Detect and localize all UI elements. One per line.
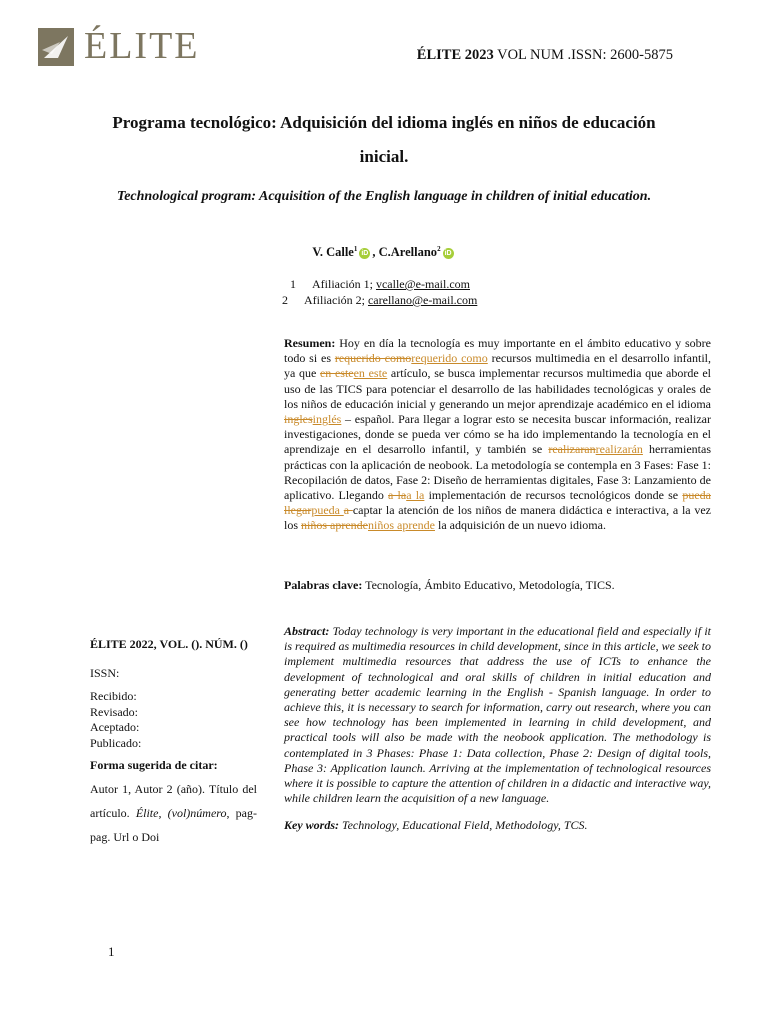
published-label: Publicado: — [90, 735, 142, 750]
inserted-text: a la — [406, 488, 425, 503]
revised-label: Revisado: — [90, 704, 138, 719]
author-1: V. Calle — [312, 245, 354, 260]
received-label: Recibido: — [90, 689, 137, 703]
resumen-text: captar la atención de los niños de manera didáctica e interactiva, a la vez los — [284, 503, 712, 533]
journal-year: ÉLITE 2023 — [416, 47, 494, 63]
logo-text: ÉLITE — [84, 25, 200, 67]
deleted-text: a — [343, 503, 353, 518]
author-1-sup: 1 — [353, 245, 358, 253]
deleted-text: realizaran — [548, 442, 596, 457]
palabras-clave-text: Tecnología, Ámbito Educativo, Metodología, TICS. — [362, 578, 615, 592]
resumen-paragraph — [284, 336, 711, 534]
resumen-label: Resumen: — [284, 336, 336, 350]
sidebar-heading: ÉLITE 2022, VOL. (). NÚM. () — [90, 637, 248, 651]
resumen-text: – español. Para llegar a lograr esto se necesita buscar información, realizar investigaciones, donde se pueda ver cómo se ha ido implementando la tecnología en el aprendizaje en el desarrollo infantil, y también se — [284, 412, 711, 457]
key-words — [284, 818, 711, 833]
paper-title-en: Technological program: Acquisition of the English language in children of initial education. — [116, 189, 652, 204]
journal-issn: VOL NUM .ISSN: 2600-5875 — [493, 47, 673, 63]
resumen-text: artículo, se busca implementar recursos multimedia que aborde el uso de las TICS para potenciar el desarrollo de las habilidades tecnológicas y orales de los niños de educación inicial y generando un mejor aprendizaje académico en el idioma — [284, 366, 712, 411]
email-link[interactable]: carellano@e-mail.com — [367, 293, 478, 307]
sidebar-dates — [90, 689, 257, 751]
page-number: 1 — [108, 944, 115, 959]
deleted-text: a la — [388, 488, 407, 503]
deleted-text: en este — [319, 366, 354, 381]
resumen-text: Hoy en día la tecnología es muy importante en el ámbito educativo y sobre todo si es — [284, 336, 711, 366]
inserted-text: en este — [353, 366, 388, 381]
author-sep: , — [372, 245, 379, 260]
citation-label: Forma sugerida de citar: — [90, 758, 218, 772]
journal-header — [417, 47, 673, 64]
logo-mark-icon — [38, 28, 74, 66]
inserted-text: inglés — [312, 412, 342, 427]
inserted-text: realizarán — [595, 442, 643, 457]
abstract-text: Today technology is very important in the educational field and especially if it is required as multimedia resources in child development, since in this article, we seek to implement multimedia resources that address the use of ICTs to enhance the development of technological and oral skills of children in initial education and generating better academic learning in the English - Spanish language. In order to achieve this, it is necessary to search for information, carry out research, where you can see how technology has been implemented in learning in child development, and practical tools will also be made with the neobook application. The methodology is contemplated in 3 Phases: Phase 1: Data collection, Phase 2: Design of digital tools, Phase 3: Application launch. Arriving at the implementation of technological resources where it is possible to capture the attention of children in a didactic and interactive way, while children learn the acquisition of a new language. — [284, 624, 711, 806]
affiliation-text: Afiliación 1; — [312, 277, 376, 291]
key-words-label: Key words: — [284, 818, 339, 832]
inserted-text: pueda — [311, 503, 344, 518]
deleted-text: niños aprende — [301, 518, 368, 533]
author-2: C.Arellano — [378, 245, 438, 260]
paper-title-es: Programa tecnológico: Adquisición del idioma inglés en niños de educación inicial. — [112, 113, 656, 166]
author-2-sup: 2 — [437, 245, 441, 253]
orcid-icon[interactable]: iD — [444, 250, 452, 258]
resumen-text: recursos multimedia en el desarrollo infantil, ya que — [284, 351, 711, 381]
palabras-clave — [284, 578, 711, 593]
abstract-paragraph — [284, 624, 711, 806]
citation-authors: Autor 1, Autor 2 (año). Título del artículo. — [90, 782, 257, 820]
citation-pages: , pag-pag. Url o Doi — [90, 806, 257, 844]
deleted-text: pueda llegar — [284, 488, 711, 518]
author-line — [0, 245, 768, 260]
journal-logo — [38, 26, 198, 72]
affiliation-text: Afiliación 2; — [304, 293, 368, 307]
affiliation-1 — [290, 277, 470, 292]
resumen-text: la adquisición de un nuevo idioma. — [434, 518, 606, 533]
key-words-text: Technology, Educational Field, Methodology, TCS. — [339, 818, 588, 832]
deleted-text: requerido como — [334, 351, 412, 366]
inserted-text: niños aprende — [368, 518, 435, 533]
affiliation-num: 2 — [282, 293, 288, 307]
resumen-text: implementación de recursos tecnológicos donde se — [424, 488, 683, 503]
email-link[interactable]: vcalle@e-mail.com — [375, 277, 470, 291]
affiliation-num: 1 — [290, 277, 296, 291]
citation-text — [90, 777, 257, 849]
inserted-text: requerido como — [411, 351, 488, 366]
orcid-icon[interactable]: iD — [361, 250, 369, 258]
citation-block — [90, 753, 257, 849]
resumen-text: herramientas prácticas con la aplicación de neobook. La metodología se contempla en 3 Fases: Fase 1: Recopilación de datos, Fase 2: Diseño de herramientas digitales, Fase 3: Lanzamiento de aplicativo. Llegando — [284, 442, 712, 503]
palabras-clave-label: Palabras clave: — [284, 578, 363, 592]
accepted-label: Aceptado: — [90, 720, 140, 734]
affiliation-2 — [282, 293, 477, 308]
sidebar-issn: ISSN: — [90, 666, 120, 680]
deleted-text: ingles — [284, 412, 313, 427]
abstract-label: Abstract: — [284, 624, 330, 638]
citation-journal: Élite, (vol)número — [135, 806, 227, 820]
